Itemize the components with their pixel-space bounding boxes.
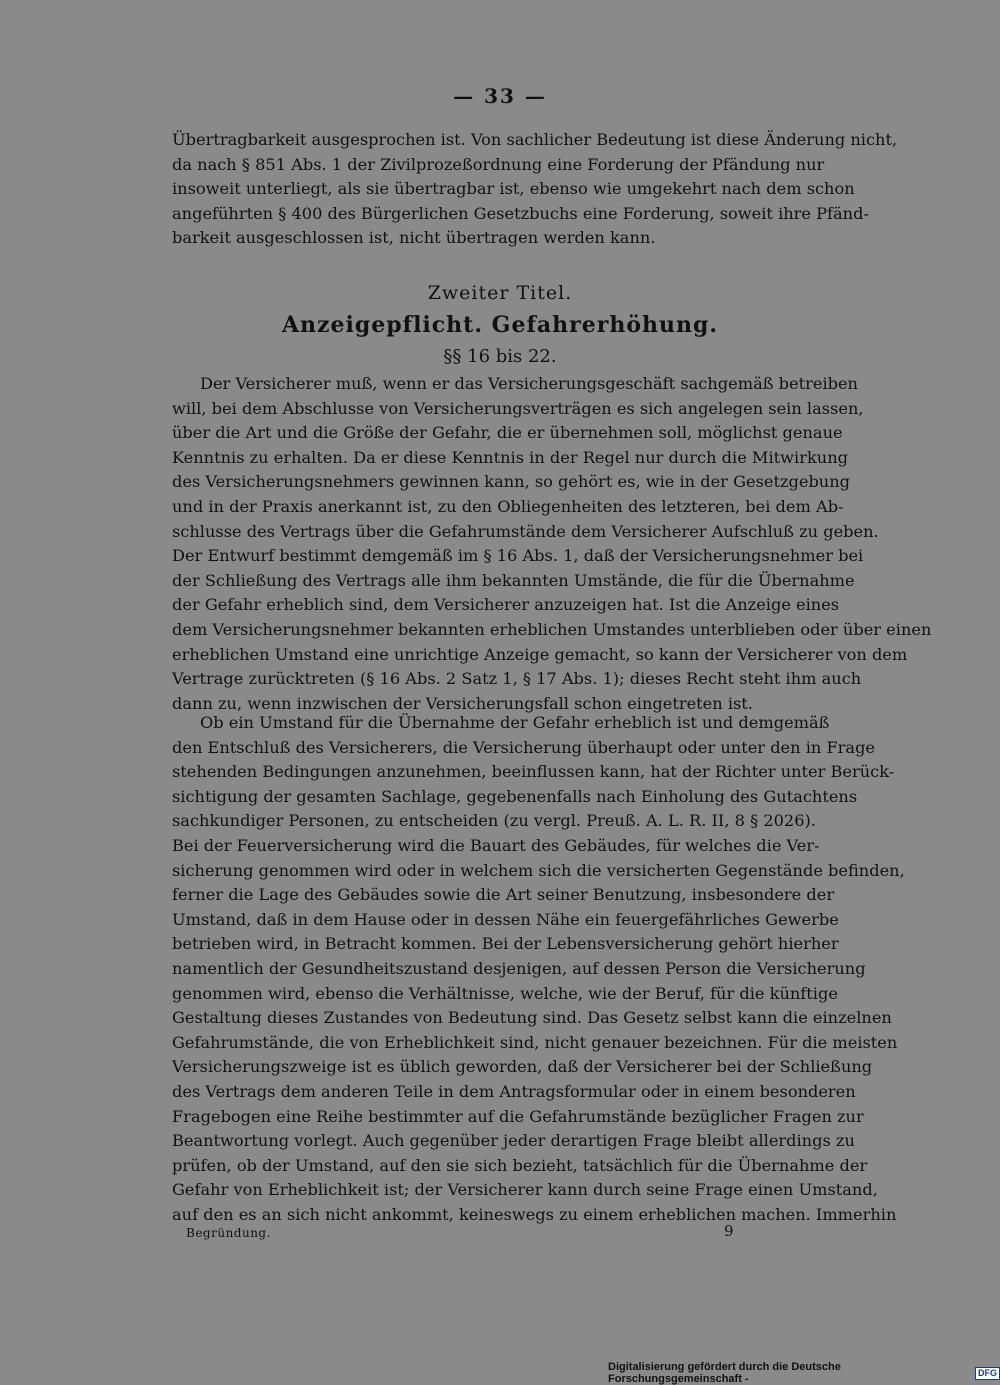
text-line: und in der Praxis anerkannt ist, zu den Obliegenheiten des letzteren, bei dem Ab- — [172, 496, 844, 516]
signature-label: Begründung. — [186, 1226, 271, 1240]
text-line: dann zu, wenn inzwischen der Versicherungsfall schon eingetreten ist. — [172, 693, 753, 713]
paragraph-3 — [172, 711, 905, 1227]
section-title: Zweiter Titel. — [427, 282, 573, 304]
text-line: sichtigung der gesamten Sachlage, gegebenenfalls nach Einholung des Gutachtens — [172, 786, 858, 806]
signature-number: 9 — [724, 1222, 734, 1240]
text-line: erheblichen Umstand eine unrichtige Anzeige gemacht, so kann der Versicherer von dem — [172, 644, 908, 664]
text-line: dem Versicherungsnehmer bekannten erheblichen Umstandes unterblieben oder über einen — [172, 619, 932, 639]
text-line: will, bei dem Abschlusse von Versicherungsverträgen es sich angelegen sein lassen, — [172, 398, 864, 418]
text-line: auf den es an sich nicht ankommt, keineswegs zu einem erheblichen machen. Immerhin — [172, 1204, 897, 1224]
text-line: Der Entwurf bestimmt demgemäß im § 16 Abs. 1, daß der Versicherungsnehmer bei — [172, 546, 864, 566]
text-line: prüfen, ob der Umstand, auf den sie sich bezieht, tatsächlich für die Übernahme der — [172, 1155, 868, 1175]
text-line: schlusse des Vertrags über die Gefahrumstände dem Versicherer Aufschluß zu geben. — [172, 521, 879, 541]
dfg-logo-icon: DFG — [975, 1367, 1000, 1380]
text-line: Ob ein Umstand für die Übernahme der Gefahr erheblich ist und demgemäß — [200, 713, 830, 732]
text-line: Beantwortung vorlegt. Auch gegenüber jeder derartigen Frage bleibt allerdings zu — [172, 1131, 855, 1151]
text-line: Gestaltung dieses Zustandes von Bedeutung sind. Das Gesetz selbst kann die einzelnen — [172, 1008, 892, 1028]
digitization-notice — [608, 1361, 1000, 1385]
text-line: genommen wird, ebenso die Verhältnisse, welche, wie der Beruf, für die künftige — [172, 983, 838, 1003]
text-line: insoweit unterliegt, als sie übertragbar ist, ebenso wie umgekehrt nach dem schon — [172, 179, 855, 199]
text-line: sicherung genommen wird oder in welchem sich die versicherten Gegenstände befinden, — [172, 860, 905, 880]
text-line: Gefahr von Erheblichkeit ist; der Versicherer kann durch seine Frage einen Umstand, — [172, 1180, 878, 1200]
text-line: der Schließung des Vertrags alle ihm bekannten Umstände, die für die Übernahme — [172, 570, 855, 590]
text-line: betrieben wird, in Betracht kommen. Bei der Lebensversicherung gehört hierher — [172, 934, 839, 954]
text-line: Umstand, daß in dem Hause oder in dessen Nähe ein feuergefährliches Gewerbe — [172, 909, 839, 929]
text-line: angeführten § 400 des Bürgerlichen Gesetzbuchs eine Forderung, soweit ihre Pfänd- — [172, 203, 869, 223]
text-line: über die Art und die Größe der Gefahr, die er übernehmen soll, möglichst genaue — [172, 423, 843, 443]
paragraph-2 — [172, 372, 932, 716]
text-line: ferner die Lage des Gebäudes sowie die Art seiner Benutzung, insbesondere der — [172, 885, 835, 905]
text-line: Bei der Feuerversicherung wird die Bauart des Gebäudes, für welches die Ver- — [172, 835, 820, 855]
text-line: sachkundiger Personen, zu entscheiden (zu vergl. Preuß. A. L. R. II, 8 § 2026). — [172, 811, 816, 831]
text-line: den Entschluß des Versicherers, die Versicherung überhaupt oder unter den in Frage — [172, 737, 876, 757]
digitization-notice-text: Digitalisierung gefördert durch die Deutsche Forschungsgemeinschaft - — [608, 1361, 841, 1385]
text-line: der Gefahr erheblich sind, dem Versicherer anzuzeigen hat. Ist die Anzeige eines — [172, 595, 840, 615]
paragraph-1 — [172, 128, 898, 251]
text-line: Versicherungszweige ist es üblich geworden, daß der Versicherer bei der Schließung — [172, 1057, 873, 1077]
text-line: Übertragbarkeit ausgesprochen ist. Von sachlicher Bedeutung ist diese Änderung nicht, — [172, 130, 898, 149]
text-line: des Vertrags dem anderen Teile in dem Antragsformular oder in einem besonderen — [172, 1081, 856, 1101]
page-number: — 33 — — [453, 84, 547, 108]
text-line: Fragebogen eine Reihe bestimmter auf die Gefahrumstände bezüglicher Fragen zur — [172, 1106, 864, 1126]
text-line: des Versicherungsnehmers gewinnen kann, so gehört es, wie in der Gesetzgebung — [172, 472, 851, 492]
text-line: da nach § 851 Abs. 1 der Zivilprozeßordnung eine Forderung der Pfändung nur — [172, 154, 825, 174]
text-line: stehenden Bedingungen anzunehmen, beeinflussen kann, hat der Richter unter Berück- — [172, 762, 895, 782]
text-line: barkeit ausgeschlossen ist, nicht übertragen werden kann. — [172, 228, 656, 248]
text-line: Kenntnis zu erhalten. Da er diese Kenntnis in der Regel nur durch die Mitwirkung — [172, 447, 848, 467]
section-paragraph-range: §§ 16 bis 22. — [443, 346, 557, 367]
text-line: Vertrage zurücktreten (§ 16 Abs. 2 Satz 1, § 17 Abs. 1); dieses Recht steht ihm auch — [172, 669, 862, 689]
text-line: namentlich der Gesundheitszustand desjenigen, auf dessen Person die Versicherung — [172, 958, 866, 978]
text-line: Der Versicherer muß, wenn er das Versicherungsgeschäft sachgemäß betreiben — [200, 374, 858, 393]
text-line: Gefahrumstände, die von Erheblichkeit sind, nicht genauer bezeichnen. Für die meisten — [172, 1032, 898, 1052]
section-heading: Anzeigepflicht. Gefahrerhöhung. — [281, 312, 719, 338]
